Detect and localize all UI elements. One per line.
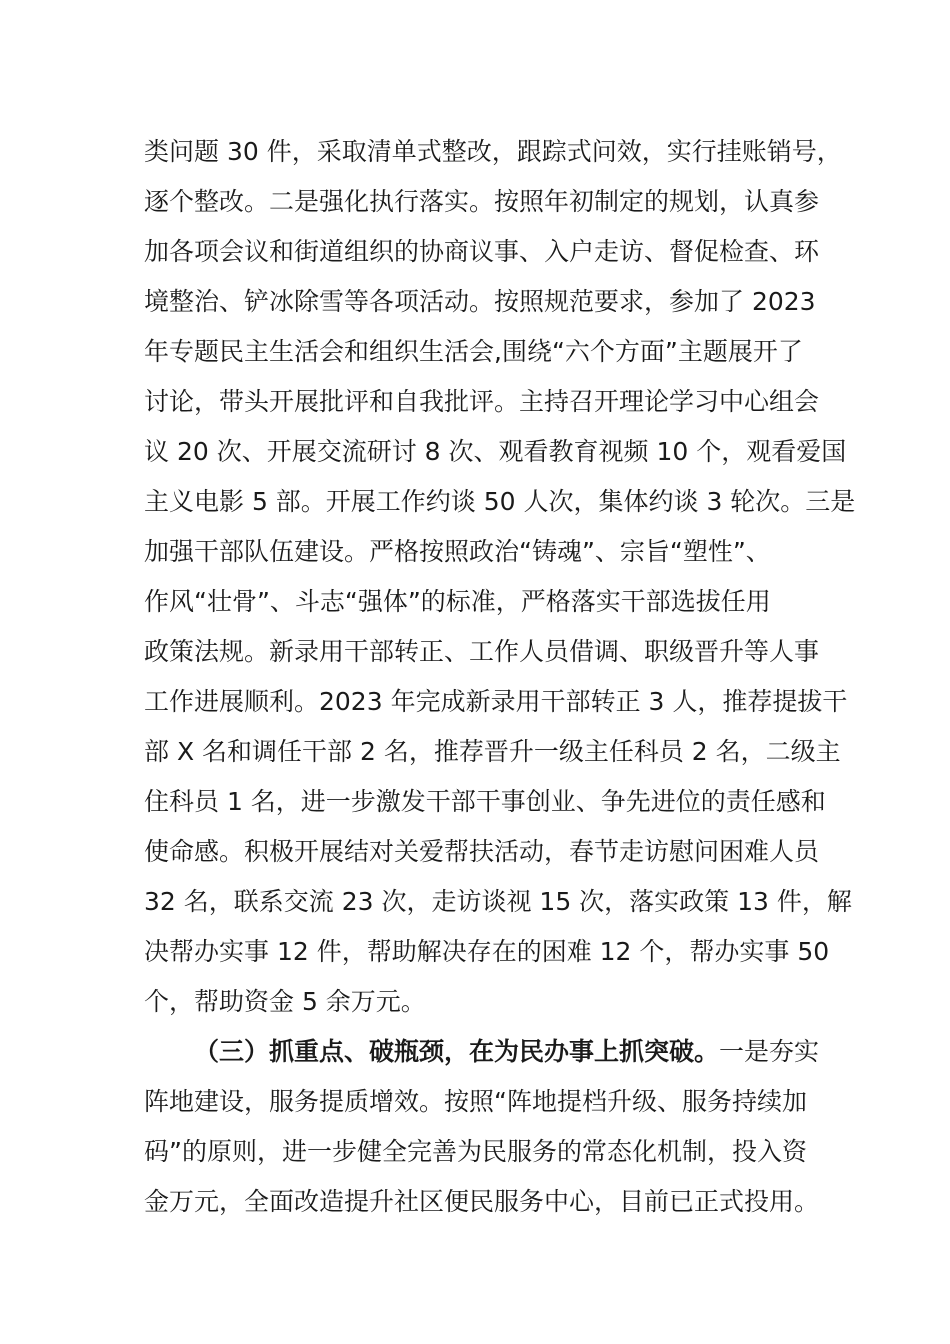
text-line: 使命感。积极开展结对关爱帮扶活动，春节走访慰问困难人员: [144, 837, 820, 866]
text-line: 政策法规。新录用干部转正、工作人员借调、职级晋升等人事: [144, 637, 820, 666]
text-line: 32 名，联系交流 23 次，走访谈视 15 次，落实政策 13 件，解: [144, 887, 852, 916]
text-line: 逐个整改。二是强化执行落实。按照年初制定的规划，认真参: [144, 187, 820, 216]
text-line: 住科员 1 名，进一步激发干部干事创业、争先进位的责任感和: [144, 787, 826, 816]
section-heading-line: [194, 1027, 819, 1077]
text-line: 工作进展顺利。2023 年完成新录用干部转正 3 人，推荐提拔干: [144, 687, 848, 716]
text-line: 境整治、铲冰除雪等各项活动。按照规范要求，参加了 2023: [144, 287, 816, 316]
text-line: 作风“壮骨”、斗志“强体”的标准，严格落实干部选拔任用: [144, 587, 771, 616]
text-line: 年专题民主生活会和组织生活会,围绕“六个方面”主题展开了: [144, 337, 803, 366]
text-line: 部 X 名和调任干部 2 名，推荐晋升一级主任科员 2 名，二级主: [144, 737, 841, 766]
text-line: 决帮办实事 12 件，帮助解决存在的困难 12 个，帮办实事 50: [144, 937, 830, 966]
text-line: 加强干部队伍建设。严格按照政治“铸魂”、宗旨“塑性”、: [144, 537, 771, 566]
text-line: 议 20 次、开展交流研讨 8 次、观看教育视频 10 个，观看爱国: [144, 437, 847, 466]
text-line: 讨论，带头开展批评和自我批评。主持召开理论学习中心组会: [144, 387, 820, 416]
text-line: 类问题 30 件，采取清单式整改，跟踪式问效，实行挂账销号，: [144, 137, 842, 166]
text-line: 阵地建设，服务提质增效。按照“阵地提档升级、服务持续加: [144, 1087, 807, 1116]
section-heading: （三）抓重点、破瓶颈，在为民办事上抓突破。: [194, 1037, 720, 1066]
text-line: 主义电影 5 部。开展工作约谈 50 人次，集体约谈 3 轮次。三是: [144, 487, 856, 516]
text-line: 码”的原则，进一步健全完善为民服务的常态化机制，投入资: [144, 1137, 807, 1166]
text-line: 个，帮助资金 5 余万元。: [144, 987, 426, 1016]
text-span: 一是夯实: [719, 1037, 820, 1066]
text-line: 金万元，全面改造提升社区便民服务中心，目前已正式投用。: [144, 1187, 820, 1216]
text-line: 加各项会议和街道组织的协商议事、入户走访、督促检查、环: [144, 237, 820, 266]
